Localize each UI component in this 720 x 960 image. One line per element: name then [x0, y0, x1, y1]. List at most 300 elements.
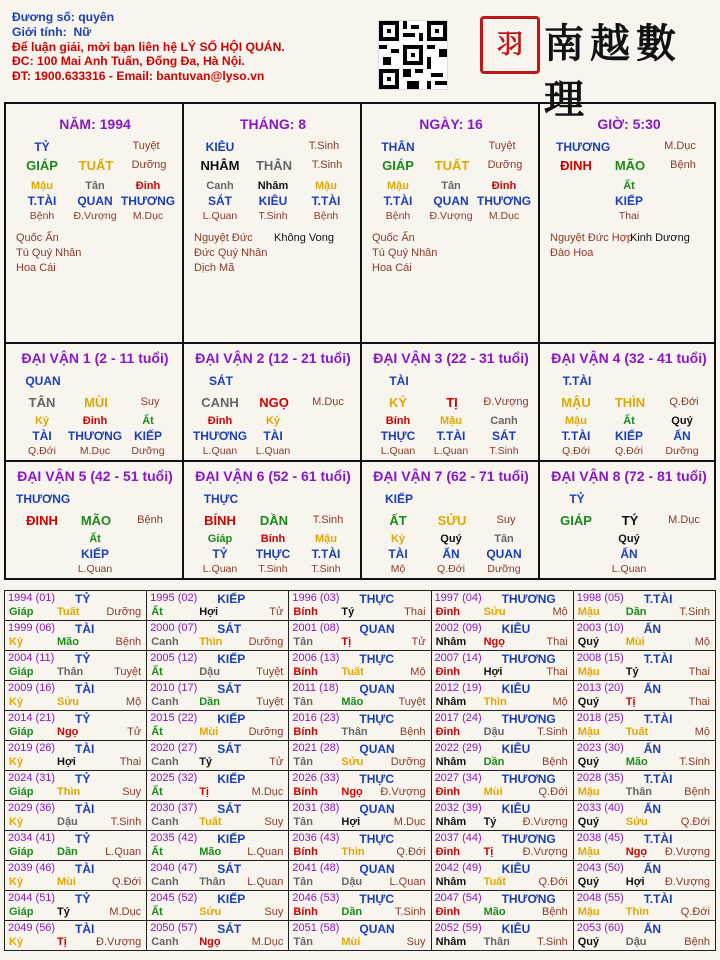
than-sat: Tuyệt [132, 140, 160, 152]
phase: Dưỡng [131, 159, 167, 171]
year-can: Canh [151, 816, 179, 828]
dia-chi: DẦN [259, 513, 289, 528]
year-label: 2035 (42) [150, 832, 198, 844]
year-chi: Ngọ [199, 936, 221, 948]
year-god: KIÊU [501, 802, 531, 816]
year-god: KIÊU [501, 682, 531, 696]
dai-van-4 [540, 342, 718, 460]
year-cell [289, 591, 431, 621]
year-chi: Tý [625, 666, 639, 678]
year-god: T.TÀI [643, 592, 673, 606]
than-sat: M.Dục [664, 140, 696, 152]
year-phase: L.Quan [247, 846, 284, 858]
year-cell [289, 621, 431, 651]
year-phase: T.Sinh [679, 756, 710, 768]
year-chi: Sửu [625, 816, 648, 828]
year-phase: Đ.Vượng [664, 876, 710, 888]
year-phase: Mộ [410, 666, 426, 678]
year-can: Bính [293, 726, 318, 738]
year-chi: Dậu [625, 936, 647, 948]
year-can: Nhâm [435, 756, 467, 768]
year-can: Tân [293, 636, 313, 648]
tang-god: THƯƠNG [67, 429, 123, 443]
year-phase: T.Sinh [679, 606, 710, 618]
tang-phase: Bệnh [29, 210, 55, 222]
dia-chi: THÌN [614, 395, 646, 410]
year-phase: Mộ [552, 606, 568, 618]
year-cell [5, 681, 147, 711]
year-phase: Thai [688, 666, 710, 678]
year-label: 2047 (54) [434, 892, 482, 904]
year-cell [147, 891, 289, 921]
year-phase: Đ.Vượng [664, 846, 710, 858]
year-label: 2043 (50) [576, 862, 624, 874]
year-phase: Tuyệt [256, 696, 284, 708]
tang-can: Kỷ [265, 415, 281, 427]
year-label: 1994 (01) [8, 592, 56, 604]
year-chi: Thìn [625, 906, 649, 918]
year-phase: Suy [264, 816, 284, 828]
year-god: QUAN [359, 622, 395, 636]
tang-can: Mậu [387, 180, 409, 192]
tang-can: Ất [623, 415, 635, 427]
tang-can: Ất [89, 533, 101, 545]
year-can: Kỷ [9, 636, 24, 648]
tang-phase: Dưỡng [665, 445, 699, 457]
year-phase: T.Sinh [537, 936, 568, 948]
year-god: THỰC [359, 832, 394, 846]
year-cell [573, 891, 715, 921]
year-label: 2036 (43) [292, 832, 340, 844]
year-can: Kỷ [9, 876, 24, 888]
tang-can: Mậu [315, 180, 337, 192]
year-god: TÀI [75, 682, 95, 696]
year-can: Kỷ [9, 696, 24, 708]
tang-god: SÁT [208, 194, 232, 208]
year-chi: Mão [625, 756, 648, 768]
phase: Bệnh [670, 159, 696, 171]
year-cell [289, 651, 431, 681]
year-cell [431, 771, 573, 801]
year-label: 2028 (35) [576, 772, 624, 784]
tang-phase: L.Quan [611, 563, 647, 575]
thap-than: SÁT [209, 374, 233, 388]
tang-god: KIẾP [133, 429, 162, 443]
owner-name: Đương số: quyên [12, 10, 115, 24]
phase: Đ.Vượng [483, 396, 529, 408]
year-god: TỶ [75, 892, 91, 906]
tang-phase: L.Quan [202, 563, 238, 575]
year-god: TỶ [75, 712, 91, 726]
year-can: Quý [577, 756, 600, 768]
dai-van-title: ĐẠI VẬN 4 (32 - 41 tuổi) [551, 350, 707, 366]
year-label: 2017 (24) [434, 712, 482, 724]
year-can: Ất [151, 846, 163, 858]
dia-chi: MÙI [84, 395, 108, 410]
year-chi: Dần [483, 756, 505, 768]
year-can: Tân [293, 876, 313, 888]
year-chi: Thân [483, 936, 510, 948]
tang-god: THƯƠNG [476, 194, 532, 208]
year-god: SÁT [217, 862, 242, 876]
year-god: KIẾP [217, 772, 246, 786]
year-phase: Q.Đới [396, 846, 426, 858]
year-label: 2013 (20) [576, 682, 624, 694]
year-label: 2038 (45) [576, 832, 624, 844]
year-label: 2009 (16) [8, 682, 56, 694]
year-cell [5, 891, 147, 921]
tang-can: Nhâm [257, 180, 289, 192]
tang-can: Giáp [207, 533, 233, 545]
year-chi: Mùi [199, 726, 219, 738]
year-cell [431, 591, 573, 621]
thap-than: TÀI [389, 374, 409, 388]
year-chi: Ngọ [57, 726, 79, 738]
address-line: ĐC: 100 Mai Anh Tuấn, Đống Đa, Hà Nội. [12, 54, 245, 69]
year-god: ẤN [643, 862, 662, 876]
tang-phase: M.Dục [132, 210, 164, 222]
tang-god: KIẾP [614, 429, 643, 443]
year-chi: Mùi [483, 786, 503, 798]
dai-van-title: ĐẠI VẬN 8 (72 - 81 tuổi) [551, 468, 707, 484]
thap-than: TỶ [34, 140, 50, 154]
qr-code-icon[interactable] [378, 20, 448, 90]
year-label: 2001 (08) [292, 622, 340, 634]
dia-chi: NGỌ [259, 395, 289, 410]
year-cell [431, 831, 573, 861]
year-phase: Tử [269, 606, 284, 618]
year-cell [573, 651, 715, 681]
year-phase: Đ.Vượng [380, 786, 426, 798]
year-cell [573, 741, 715, 771]
year-god: THƯƠNG [501, 652, 556, 666]
tang-god: ẤN [442, 547, 460, 561]
thap-than: THỰC [203, 492, 239, 506]
year-phase: T.Sinh [110, 816, 142, 828]
year-can: Đinh [435, 786, 461, 798]
year-god: T.TÀI [643, 712, 673, 726]
chart-grid [4, 102, 716, 580]
year-god: KIẾP [217, 712, 246, 726]
year-phase: Tuyệt [398, 696, 426, 708]
year-cell [5, 831, 147, 861]
year-cell [147, 681, 289, 711]
dia-chi: MÃO [614, 158, 646, 173]
year-cell [147, 711, 289, 741]
pillar-title: GIỜ: 5:30 [597, 116, 661, 132]
year-cell [573, 591, 715, 621]
year-chi: Tị [341, 636, 352, 648]
year-god: T.TÀI [643, 832, 673, 846]
year-phase: Q.Đới [111, 876, 142, 888]
star: Đức Quý Nhân [194, 247, 268, 259]
year-can: Giáp [9, 906, 34, 918]
year-god: KIÊU [501, 922, 531, 936]
year-chi: Dậu [341, 876, 363, 888]
pillar-3 [540, 114, 718, 344]
year-god: SÁT [217, 922, 242, 936]
year-phase: Suy [406, 936, 426, 948]
year-cell [147, 771, 289, 801]
year-chi: Thân [199, 876, 226, 888]
year-cell [147, 921, 289, 951]
year-label: 2006 (13) [292, 652, 340, 664]
year-god: TỶ [75, 832, 91, 846]
year-label: 2002 (09) [434, 622, 482, 634]
year-label: 1998 (05) [576, 592, 624, 604]
year-label: 2020 (27) [150, 742, 198, 754]
year-god: ẤN [643, 742, 662, 756]
year-god: ẤN [643, 682, 662, 696]
tang-phase: Bệnh [385, 210, 411, 222]
year-label: 2052 (59) [434, 922, 482, 934]
star: Nguyệt Đức Hợp [550, 232, 634, 244]
tang-can: Đinh [82, 415, 108, 427]
tang-phase: Q.Đới [562, 445, 590, 457]
dai-van-title: ĐẠI VẬN 3 (22 - 31 tuổi) [373, 350, 529, 366]
year-label: 2051 (58) [292, 922, 340, 934]
year-can: Quý [577, 636, 600, 648]
year-label: 2031 (38) [292, 802, 340, 814]
year-phase: Thai [546, 666, 568, 678]
year-phase: Bệnh [115, 636, 142, 648]
year-chi: Mùi [625, 636, 645, 648]
year-can: Mậu [577, 906, 600, 918]
year-label: 2007 (14) [434, 652, 482, 664]
year-can: Nhâm [435, 816, 467, 828]
year-cell [289, 921, 431, 951]
year-god: TÀI [75, 742, 95, 756]
year-can: Đinh [435, 846, 461, 858]
star-extra: Không Vong [274, 232, 334, 244]
dia-chi: TUẤT [78, 158, 114, 173]
year-label: 2041 (48) [292, 862, 340, 874]
tang-phase: Thai [618, 210, 640, 222]
year-phase: M.Dục [251, 936, 284, 948]
year-phase: L.Quan [389, 876, 426, 888]
star: Dịch Mã [194, 262, 235, 274]
year-god: T.TÀI [643, 652, 673, 666]
year-can: Quý [577, 696, 600, 708]
year-can: Đinh [435, 666, 461, 678]
tang-god: T.TÀI [436, 429, 466, 443]
phase: Dưỡng [487, 159, 523, 171]
year-can: Nhâm [435, 636, 467, 648]
year-cell [573, 831, 715, 861]
year-phase: Q.Đới [538, 876, 568, 888]
year-chi: Mùi [57, 876, 76, 888]
tang-can: Mậu [440, 415, 462, 427]
tang-god: THỰC [380, 429, 416, 443]
thien-can: CANH [201, 395, 239, 410]
tang-god: KIẾP [614, 194, 643, 208]
year-chi: Tý [341, 606, 355, 618]
year-phase: Tử [127, 726, 142, 738]
tang-phase: Mộ [390, 563, 406, 575]
year-label: 2053 (60) [576, 922, 624, 934]
year-can: Mậu [577, 846, 600, 858]
year-phase: L.Quan [247, 876, 284, 888]
tang-phase: L.Quan [77, 563, 113, 575]
year-cell [431, 681, 573, 711]
year-god: THỰC [359, 892, 394, 906]
year-chi: Sửu [57, 696, 80, 708]
year-cell [573, 711, 715, 741]
year-label: 2015 (22) [150, 712, 198, 724]
phase: Suy [140, 396, 160, 408]
year-row [5, 831, 716, 861]
year-table [4, 590, 716, 951]
tang-god: SÁT [492, 429, 516, 443]
dai-van-7 [362, 460, 540, 578]
tang-phase: T.Sinh [489, 445, 519, 457]
year-can: Bính [293, 786, 318, 798]
year-label: 2040 (47) [150, 862, 198, 874]
year-label: 2025 (32) [150, 772, 198, 784]
tang-phase: Q.Đới [615, 445, 643, 457]
year-god: SÁT [217, 622, 242, 636]
dai-van-1 [6, 342, 184, 460]
tang-phase: Q.Đới [28, 445, 56, 457]
year-cell [5, 711, 147, 741]
dia-chi: SỬU [437, 513, 467, 528]
thien-can: GIÁP [26, 158, 58, 173]
year-can: Nhâm [435, 696, 467, 708]
year-chi: Hợi [625, 876, 645, 888]
thien-can: GIÁP [560, 513, 592, 528]
year-chi: Dần [57, 846, 78, 858]
year-cell [573, 681, 715, 711]
year-label: 2033 (40) [576, 802, 624, 814]
year-chi: Tuất [341, 666, 364, 678]
year-chi: Hợi [483, 666, 503, 678]
year-god: THỰC [359, 592, 394, 606]
tang-god: TÀI [388, 547, 408, 561]
year-cell [573, 861, 715, 891]
year-can: Giáp [9, 666, 34, 678]
thien-can: TÂN [28, 395, 56, 410]
year-god: THƯƠNG [501, 892, 556, 906]
year-phase: Tuyệt [114, 666, 142, 678]
year-can: Tân [293, 816, 313, 828]
year-label: 2016 (23) [292, 712, 340, 724]
year-label: 2019 (26) [8, 742, 56, 754]
year-chi: Tuất [57, 606, 80, 618]
year-label: 2022 (29) [434, 742, 482, 754]
year-can: Quý [577, 936, 600, 948]
year-cell [147, 861, 289, 891]
thap-than: KIÊU [205, 140, 235, 154]
year-god: QUAN [359, 922, 395, 936]
contact-line: Để luận giải, mời bạn liên hệ LÝ SỐ HỘI QUÁN. [12, 39, 285, 54]
year-can: Giáp [9, 846, 34, 858]
year-cell [573, 801, 715, 831]
tang-god: TÀI [32, 429, 52, 443]
thien-can: NHÂM [200, 158, 240, 173]
year-phase: Mộ [552, 696, 568, 708]
thien-can: ĐINH [26, 513, 58, 528]
year-cell [431, 861, 573, 891]
year-cell [431, 801, 573, 831]
year-can: Ất [151, 906, 163, 918]
year-god: QUAN [359, 862, 395, 876]
year-chi: Thân [57, 666, 84, 678]
year-cell [289, 681, 431, 711]
year-phase: Đ.Vượng [96, 936, 142, 948]
tang-phase: Dưỡng [131, 445, 165, 457]
year-god: THƯƠNG [501, 772, 556, 786]
year-can: Đinh [435, 606, 461, 618]
year-can: Nhâm [435, 876, 467, 888]
tang-can: Mậu [31, 180, 53, 192]
year-chi: Thìn [57, 786, 81, 798]
year-label: 2029 (36) [8, 802, 56, 814]
tang-god: KIÊU [258, 194, 288, 208]
tang-phase: L.Quan [255, 445, 291, 457]
year-can: Giáp [9, 726, 34, 738]
tang-god: THƯƠNG [192, 429, 248, 443]
year-phase: Thai [688, 696, 710, 708]
year-label: 2048 (55) [576, 892, 624, 904]
tang-god: TỶ [212, 547, 228, 561]
year-chi: Ngọ [341, 786, 363, 798]
year-cell [147, 801, 289, 831]
year-can: Kỷ [9, 816, 24, 828]
year-god: TÀI [75, 922, 95, 936]
year-row [5, 861, 716, 891]
year-can: Nhâm [435, 936, 467, 948]
year-cell [289, 711, 431, 741]
year-cell [5, 741, 147, 771]
star: Hoa Cái [16, 262, 56, 274]
year-god: ẤN [643, 802, 662, 816]
year-chi: Tị [483, 846, 494, 858]
dia-chi: TÝ [621, 513, 639, 528]
than-sat: Tuyệt [488, 140, 516, 152]
year-god: THƯƠNG [501, 712, 556, 726]
star: Tú Quý Nhân [16, 247, 82, 259]
year-phase: Dưỡng [248, 726, 284, 738]
thap-than: THƯƠNG [556, 140, 611, 154]
year-row [5, 801, 716, 831]
tang-phase: M.Dục [79, 445, 111, 457]
phase: Suy [496, 514, 516, 526]
year-god: KIẾP [217, 652, 246, 666]
tang-god: T.TÀI [561, 429, 591, 443]
dai-van-8 [540, 460, 718, 578]
year-chi: Mão [199, 846, 222, 858]
tang-can: Kỷ [34, 415, 50, 427]
phone-email-line[interactable]: ĐT: 1900.633316 - Email: bantuvan@lyso.vn [12, 69, 265, 84]
year-phase: Tuyệt [256, 666, 284, 678]
tang-god: ẤN [673, 429, 691, 443]
year-can: Canh [151, 876, 179, 888]
year-row [5, 711, 716, 741]
tang-can: Tân [85, 180, 105, 192]
year-chi: Dần [341, 906, 363, 918]
year-phase: M.Dục [251, 786, 284, 798]
year-chi: Hợi [199, 606, 219, 618]
year-cell [431, 711, 573, 741]
year-chi: Dần [199, 696, 220, 708]
year-row [5, 651, 716, 681]
tang-can: Ất [142, 415, 154, 427]
year-label: 2021 (28) [292, 742, 340, 754]
year-chi: Mùi [341, 936, 361, 948]
tang-phase: Q.Đới [437, 563, 465, 575]
thien-can: BÍNH [204, 513, 236, 528]
year-row [5, 591, 716, 621]
